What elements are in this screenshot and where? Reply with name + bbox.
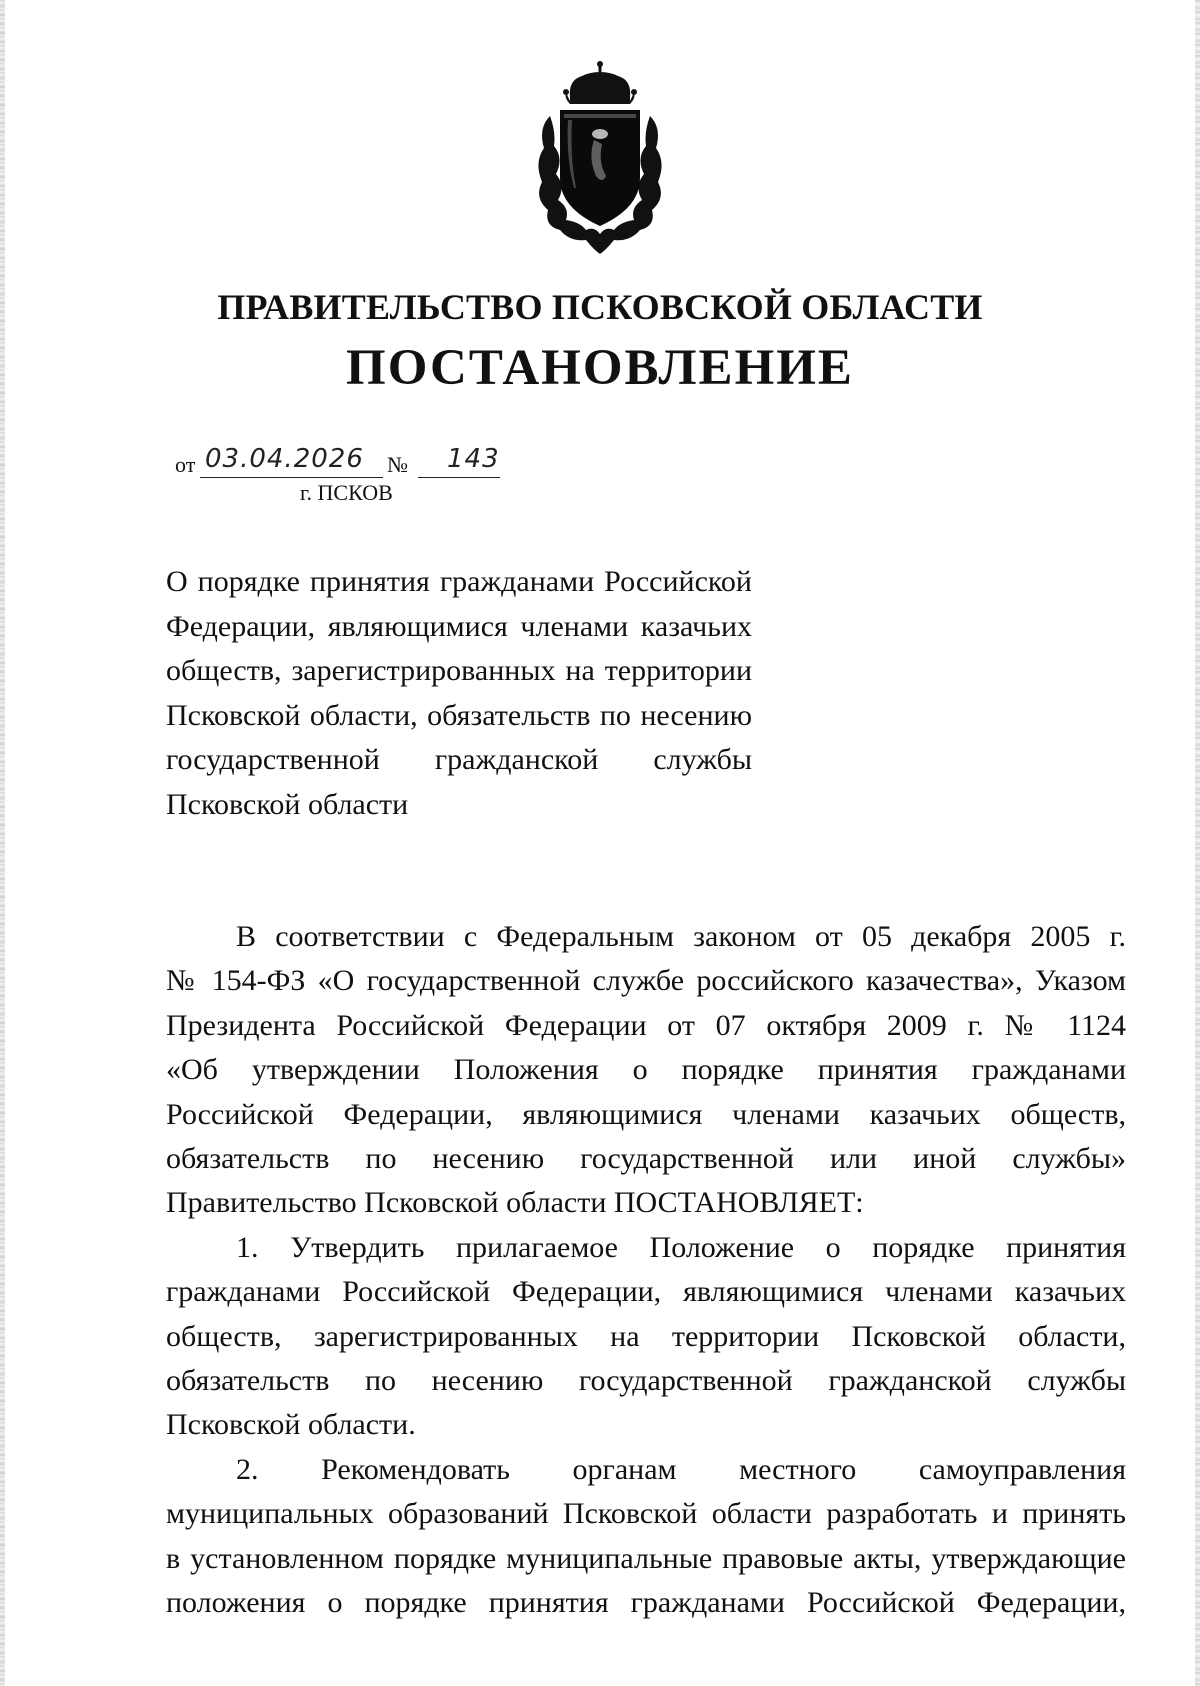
title-line: Псковской области xyxy=(166,787,409,821)
body-line: гражданами Российской Федерации, являющимися членами казачьих xyxy=(166,1275,1126,1309)
document-type: ПОСТАНОВЛЕНИЕ xyxy=(346,340,854,396)
organization-name: ПРАВИТЕЛЬСТВО ПСКОВСКОЙ ОБЛАСТИ xyxy=(217,287,983,327)
body-line: Российской Федерации, являющимися членами казачьих обществ, xyxy=(166,1097,1126,1131)
body-line: муниципальных образований Псковской области разработать и принять xyxy=(166,1497,1126,1531)
scan-edge-left xyxy=(0,0,5,1686)
body-line: обществ, зарегистрированных на территории Псковской области, xyxy=(166,1319,1126,1353)
body-line: Псковской области. xyxy=(166,1408,416,1442)
from-label: от xyxy=(175,452,196,477)
date-handwritten: 03.04.2026 xyxy=(205,444,364,474)
body-line: В соответствии с Федеральным законом от 05 декабря 2005 г. xyxy=(236,920,1126,953)
body-line: Правительство Псковской области ПОСТАНОВЛЯЕТ: xyxy=(166,1186,864,1220)
title-line: О порядке принятия гражданами Российской xyxy=(166,565,752,598)
number-handwritten: 143 xyxy=(447,444,500,474)
number-underline xyxy=(418,477,500,478)
body-line: положения о порядке принятия гражданами Российской Федерации, xyxy=(166,1586,1126,1620)
place-of-issue: г. ПСКОВ xyxy=(300,480,393,505)
scan-edge-right xyxy=(1195,0,1200,1686)
body-line: «Об утверждении Положения о порядке принятия гражданами xyxy=(166,1053,1126,1087)
body-line: № 154-ФЗ «О государственной службе российского казачества», Указом xyxy=(166,964,1126,998)
date-number-line xyxy=(175,444,500,478)
title-line: обществ, зарегистрированных на территории xyxy=(166,654,752,688)
body-line: обязательств по несению государственной гражданской службы xyxy=(166,1364,1126,1398)
document-title xyxy=(166,560,752,828)
body-line: в установленном порядке муниципальные правовые акты, утверждающие xyxy=(166,1541,1126,1575)
number-label: № xyxy=(387,452,408,477)
title-line: Псковской области, обязательств по несению xyxy=(166,698,752,732)
body-line: 1. Утвердить прилагаемое Положение о порядке принятия xyxy=(236,1230,1126,1264)
coat-of-arms-icon xyxy=(530,58,670,258)
document-body xyxy=(166,915,1126,1626)
body-line: 2. Рекомендовать органам местного самоуправления xyxy=(236,1452,1126,1486)
body-line: обязательств по несению государственной или иной службы» xyxy=(166,1142,1126,1176)
date-underline xyxy=(200,477,383,478)
title-line: Федерации, являющимися членами казачьих xyxy=(166,609,752,643)
body-line: Президента Российской Федерации от 07 октября 2009 г. № 1124 xyxy=(166,1008,1126,1042)
title-line: государственной гражданской службы xyxy=(166,743,752,777)
